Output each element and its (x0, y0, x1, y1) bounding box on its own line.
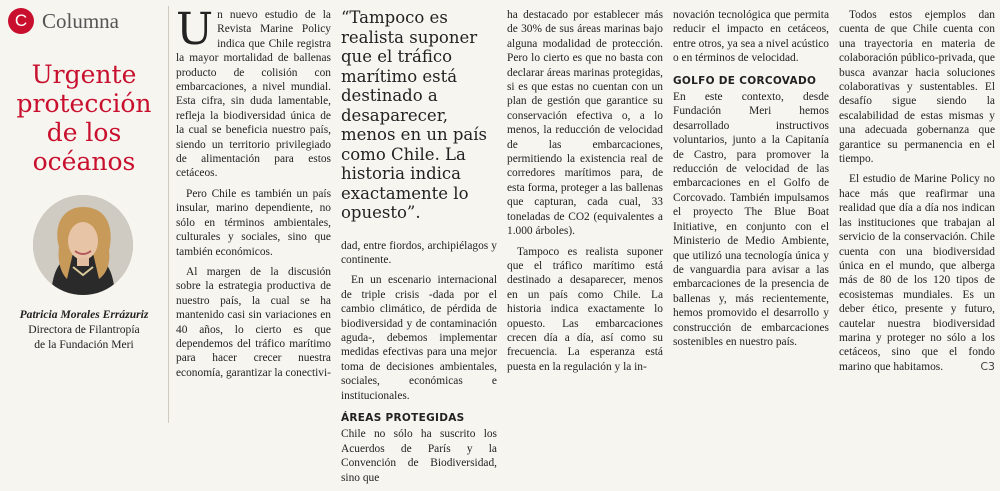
pull-quote: “Tampoco es realista suponer que el tráfico marítimo está destinado a desaparecer, menos en un país como Chile. La historia indica exactamente lo opuesto”. (341, 8, 487, 222)
author-organization: de la Fundación Meri (34, 338, 134, 351)
headline-line: protección (16, 89, 152, 118)
author-byline (4, 307, 164, 352)
paragraph: Todos estos ejemplos dan cuenta de que Chile cuenta con una trayectoria en materia de colaboración público-privada, que busca avanzar hacia soluciones colaborativas y sustentables. El desafío sigue siendo la escalabilidad de estas mismas y una adecuada gobernanza que garantice su permanencia en el tiempo. (839, 9, 995, 166)
paragraph: ha destacado por establecer más de 30% de sus áreas marinas bajo alguna modalidad de protección. Pero lo cierto es que no basta con declarar áreas marinas protegidas, si es que estas no cuentan con un plan de gestión que garantice su conservación efectiva o, a lo menos, la reducción de velocidad de las embarcaciones, permitiendo la existencia real de corredores marítimos para, de esta forma, proteger a las ballenas que capturan, cada cual, 33 toneladas de CO2 (equivalentes a 1.000 árboles). (507, 9, 663, 238)
article-column-1 (176, 4, 331, 386)
paragraph (176, 4, 331, 181)
headline-line: Urgente (31, 60, 137, 89)
headline (8, 60, 160, 176)
author-name: Patricia Morales Errázuriz (19, 308, 149, 321)
subheading: ÁREAS PROTEGIDAS (341, 411, 465, 424)
end-mark: C3 (980, 359, 995, 373)
subheading: GOLFO DE CORCOVADO (673, 74, 817, 87)
paragraph: En un escenario internacional de triple crisis -dada por el cambio climático, de pérdida de biodiversidad y de contaminación aguda-, debemos implementar medidas efectivas para una mejor toma de decisiones ambientales, sociales, económicas e institucionales. (341, 274, 497, 402)
paragraph: Chile no sólo ha suscrito los Acuerdos de París y la Convención de Biodiversidad, sino que (341, 428, 497, 484)
column-divider (168, 6, 169, 423)
article-column-3 (507, 8, 663, 380)
paragraph: Pero Chile es también un país insular, marino dependiente, no sólo en términos ambientales, culturales y sociales, sino que también económicos. (176, 187, 331, 258)
headline-line: océanos (32, 147, 136, 176)
paragraph: Tampoco es realista suponer que el tráfico marítimo está destinado a desaparecer, menos en un país como Chile. La historia indica exactamente lo opuesto. Las embarcaciones crecen día a día, así como su frecuencia. La esperanza está puesta en la regulación y la in- (507, 245, 663, 373)
paragraph: En este contexto, desde Fundación Meri hemos desarrollado instructivos voluntarios, junto a la Capitanía de Castro, para promover la reducción de velocidad de las embarcaciones en el Golfo de Corcovado. También impulsamos el proyecto The Blue Boat Initiative, en conjunto con el Ministerio de Medio Ambiente, que utilizó una tecnología única y de vanguardia para avisar a las embarcaciones de la presencia de ballenas y, más recientemente, hemos promovido el desarrollo y construcción de embarcaciones sostenibles en nuestro país. (673, 91, 829, 348)
paragraph-text: El estudio de Marine Policy no hace más que reafirmar una realidad que día a día nos indican las instituciones que trabajan al servicio de la conservación. Chile cuenta con una biodiversidad única en el mundo, que alberga más de 80 de los 120 tipos de ecosistemas mundiales. Es un deber ético, presente y futuro, cautelar nuestra biodiversidad marina y proteger no sólo a los cetáceos, sino que el fondo marino que habitamos. (839, 173, 995, 373)
headline-line: de los (46, 118, 122, 147)
paragraph: Al margen de la discusión sobre la estrategia productiva de nuestro país, la cual se ha mantenido casi sin variaciones en 40 años, lo cierto es que dependemos del tráfico marítimo para hacer crecer nuestra economía, garantizar la conectivi- (176, 265, 331, 379)
article-column-2 (341, 8, 497, 491)
section-label: Columna (42, 9, 119, 33)
author-portrait (33, 195, 133, 295)
drop-cap: U (176, 4, 214, 55)
paragraph: novación tecnológica que permita reducir el impacto en cetáceos, entre otros, ya sea a nivel acústico o en términos de velocidad. (673, 9, 829, 65)
author-role: Directora de Filantropía (28, 323, 140, 336)
paragraph (839, 172, 995, 374)
section-badge: C (8, 8, 34, 34)
paragraph: dad, entre fiordos, archipiélagos y continente. (341, 239, 497, 266)
article-column-4 (673, 8, 829, 355)
article-column-5 (839, 8, 995, 380)
paragraph-text: n nuevo estudio de la Revista Marine Policy indica que Chile registra la mayor mortalidad de ballenas producto de colisión con embarcaciones, a nivel mundial. Esta cifra, sin duda lamentable, refleja la biodiversidad única de la cual se beneficia nuestro país, siendo un territorio privilegiado de alimentación para estos cetáceos. (176, 9, 331, 180)
